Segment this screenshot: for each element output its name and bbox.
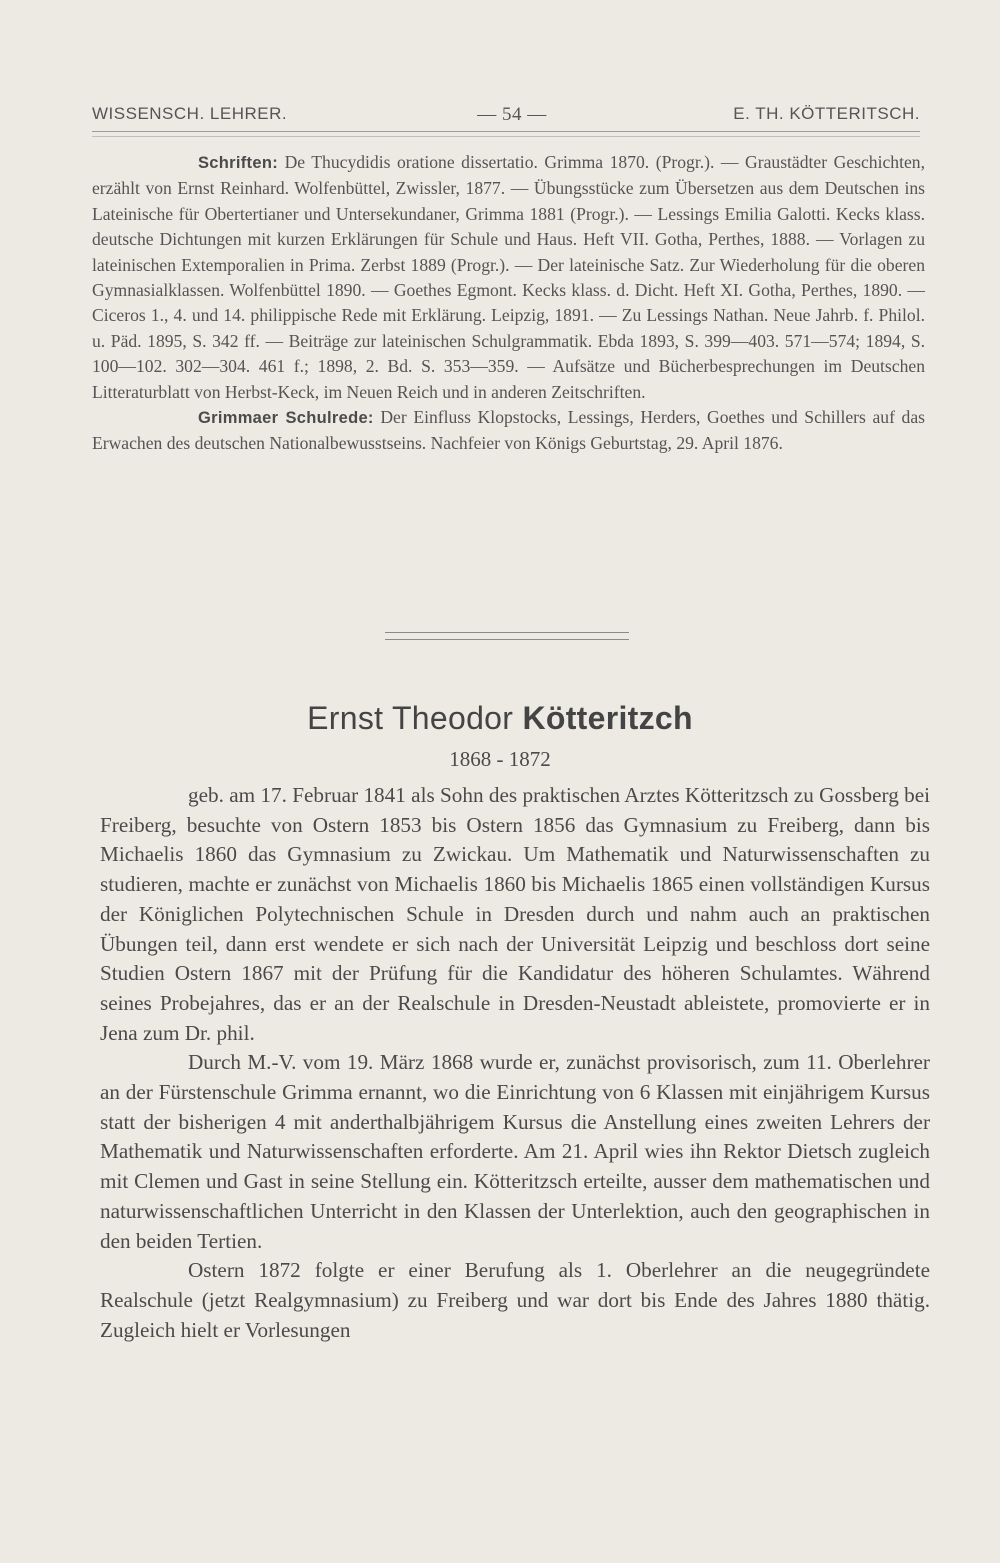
biography-text (100, 781, 930, 1345)
entry-name-regular: Ernst Theodor (307, 700, 514, 736)
entry-title (0, 700, 1000, 737)
schulrede-paragraph (92, 405, 925, 457)
entry-name-bold: Kötteritzch (522, 700, 693, 736)
header-person-name: E. TH. KÖTTERITSCH. (733, 104, 920, 123)
section-divider (385, 632, 629, 640)
bio-paragraph: geb. am 17. Februar 1841 als Sohn des praktischen Arztes Kötteritzsch zu Gossberg bei Freiberg, besuchte von Ostern 1853 bis Ostern 1856 das Gymnasium zu Freiberg, dann bis Michaelis 1860 das Gymnasium zu Zwickau. Um Mathematik und Naturwissenschaften zu studieren, machte er zunächst von Michaelis 1860 bis Michaelis 1865 einen vollständigen Kursus der Königlichen Polytechnischen Schule in Dresden durch und nahm auch an praktischen Übungen teil, dann erst wendete er sich nach der Universität Leipzig und beschloss dort seine Studien Ostern 1867 mit der Prüfung für die Kandidatur des höheren Schulamtes. Während seines Probejahres, das er an der Realschule in Dresden-Neustadt ableistete, promovierte er in Jena zum Dr. phil. (100, 783, 930, 1045)
running-header (92, 104, 920, 132)
schulrede-text: Der Einfluss Klopstocks, Lessings, Herders, Goethes und Schillers auf das Erwachen des deutschen Nationalbewusstseins. Nachfeier von Königs Geburtstag, 29. April 1876. (92, 407, 925, 454)
bio-paragraph: Durch M.-V. vom 19. März 1868 wurde er, zunächst provisorisch, zum 11. Oberlehrer an der Fürstenschule Grimma ernannt, wo die Einrichtung von 6 Klassen mit einjährigem Kursus statt der bisherigen 4 mit anderthalbjährigem Kursus die Anstellung eines zweiten Lehrers der Mathematik und Naturwissenschaften erforderte. Am 21. April wies ihn Rektor Dietsch zugleich mit Clemen und Gast in seine Stellung ein. Kötteritzsch erteilte, ausser dem mathematischen und naturwissenschaftlichen Unterricht in den Klassen der Unterlektion, auch den geographischen in den beiden Tertien. (100, 1050, 930, 1253)
bio-paragraph: Ostern 1872 folgte er einer Berufung als 1. Oberlehrer an die neugegründete Realschule (jetzt Realgymnasium) zu Freiberg und war dort bis Ende des Jahres 1880 thätig. Zugleich hielt er Vorlesungen (100, 1258, 930, 1342)
schriften-paragraph (92, 150, 925, 405)
schriften-label: Schriften: (198, 154, 279, 172)
header-section-title: WISSENSCH. LEHRER. (92, 104, 288, 123)
previous-entry-bibliography (92, 150, 925, 457)
schriften-text: De Thucydidis oratione dissertatio. Grimma 1870. (Progr.). — Graustädter Geschichten, erzählt von Ernst Reinhard. Wolfenbüttel, Zwissler, 1877. — Übungsstücke zum Übersetzen aus dem Deutschen ins Lateinische für Obertertianer und Untersekundaner, Grimma 1881 (Progr.). — Lessings Emilia Galotti. Kecks klass. deutsche Dichtungen mit kurzen Erklärungen für Schule und Haus. Heft VII. Gotha, Perthes, 1888. — Vorlagen zu lateinischen Extemporalien in Prima. Zerbst 1889 (Progr.). — Der lateinische Satz. Zur Wiederholung für die oberen Gymnasialklassen. Wolfenbüttel 1890. — Goethes Egmont. Kecks klass. d. Dicht. Heft XI. Gotha, Perthes, 1890. — Ciceros 1., 4. und 14. philippische Rede mit Erklärung. Leipzig, 1891. — Zu Lessings Nathan. Neue Jahrb. f. Philol. u. Päd. 1895, S. 342 ff. — Beiträge zur lateinischen Schulgrammatik. Ebda 1893, S. 399—403. 571—574; 1894, S. 100—102. 302—304. 461 f.; 1898, 2. Bd. S. 353—359. — Aufsätze und Bücherbesprechungen im Deutschen Litteraturblatt von Herbst-Keck, im Neuen Reich und in anderen Zeitschriften. (92, 152, 925, 402)
header-rule (92, 131, 920, 137)
page-number: — 54 — (477, 104, 547, 125)
entry-years: 1868 - 1872 (449, 747, 551, 771)
schulrede-label: Grimmaer Schulrede: (198, 409, 374, 428)
